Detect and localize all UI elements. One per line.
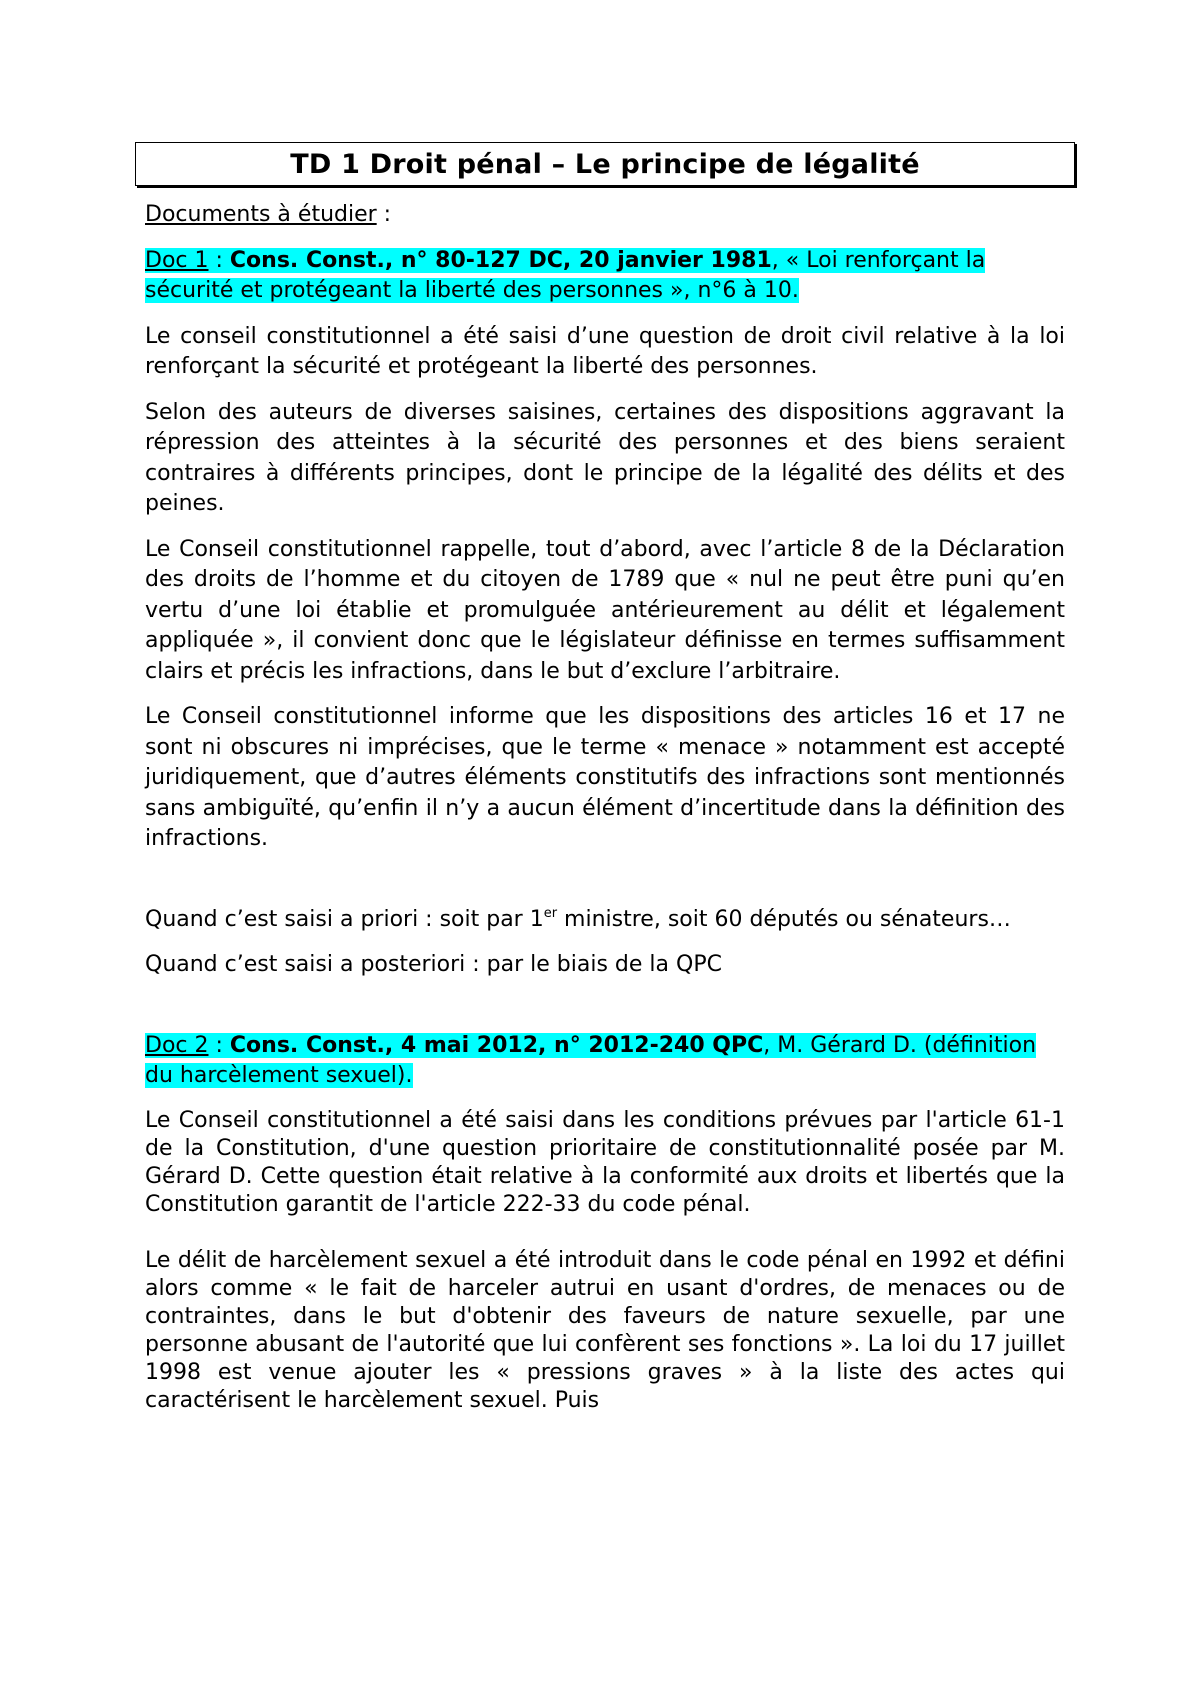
doc1-paragraph: Le conseil constitutionnel a été saisi d’une question de droit civil relative à la loi renforçant la sécurité et protégeant la liberté des personnes. [145, 323, 1065, 379]
doc1-paragraph: Selon des auteurs de diverses saisines, certaines des dispositions aggravant la répression des atteintes à la sécurité des personnes et des biens seraient contraires à différents principes, dont le principe de la légalité des délits et des peines. [145, 399, 1065, 516]
doc2-label: Doc 2 [145, 1032, 209, 1058]
note-a-posteriori: Quand c’est saisi a posteriori : par le biais de la QPC [145, 952, 722, 977]
doc1-reference [145, 246, 1065, 307]
doc2-paragraph: Le délit de harcèlement sexuel a été introduit dans le code pénal en 1992 et défini alors comme « le fait de harceler autrui en usant d'ordres, de menaces ou de contraintes, dans le but d'obtenir des faveurs de nature sexuelle, par une personne abusant de l'autorité que lui confèrent ses fonctions ». La loi du 17 juillet 1998 est venue ajouter les « pressions graves » à la liste des actes qui caractérisent le harcèlement sexuel. Puis [145, 1247, 1065, 1413]
documents-heading-suffix: : [376, 202, 392, 227]
note-a-priori-after: ministre, soit 60 députés ou sénateurs… [557, 906, 1011, 932]
note-a-priori-before: Quand c’est saisi a priori : soit par 1 [145, 906, 544, 932]
documents-heading-label: Documents à étudier [145, 202, 377, 227]
doc1-separator: : [208, 247, 230, 273]
doc2-reference [145, 1031, 1065, 1092]
doc1-title: , « Loi renforçant la sécurité et protégeant la liberté des personnes », n°6 à 10. [145, 247, 986, 303]
doc2-separator: : [208, 1032, 230, 1058]
doc2-paragraph: Le Conseil constitutionnel a été saisi dans les conditions prévues par l'article 61-1 de la Constitution, d'une question prioritaire de constitutionnalité posée par M. Gérard D. Cette question était relative à la conformité aux droits et libertés que la Constitution garantit de l'article 222-33 du code pénal. [145, 1107, 1065, 1217]
doc1-paragraph: Le Conseil constitutionnel rappelle, tout d’abord, avec l’article 8 de la Déclaration des droits de l’homme et du citoyen de 1789 que « nul ne peut être puni qu’en vertu d’une loi établie et promulguée antérieurement au délit et légalement appliquée », il convient donc que le législateur définisse en termes suffisamment clairs et précis les infractions, dans le but d’exclure l’arbitraire. [145, 536, 1065, 684]
doc1-label: Doc 1 [145, 247, 209, 273]
doc1-paragraph: Le Conseil constitutionnel informe que les dispositions des articles 16 et 17 ne sont ni obscures ni imprécises, que le terme « menace » notamment est accepté juridiquement, que d’autres éléments constitutifs des infractions sont mentionnés sans ambiguïté, qu’enfin il n’y a aucun élément d’incertitude dans la définition des infractions. [145, 704, 1065, 851]
page-title: TD 1 Droit pénal – Le principe de légalité [135, 142, 1075, 186]
doc2-citation: Cons. Const., 4 mai 2012, n° 2012-240 QPC [229, 1032, 764, 1058]
document-page [145, 142, 1065, 1415]
documents-heading [145, 200, 1065, 231]
doc2-title: , M. Gérard D. (définition du harcèlement sexuel). [145, 1032, 1037, 1088]
note-a-priori-sup: er [543, 905, 558, 921]
doc1-citation: Cons. Const., n° 80-127 DC, 20 janvier 1981 [229, 247, 772, 273]
note-a-priori [145, 905, 1065, 936]
